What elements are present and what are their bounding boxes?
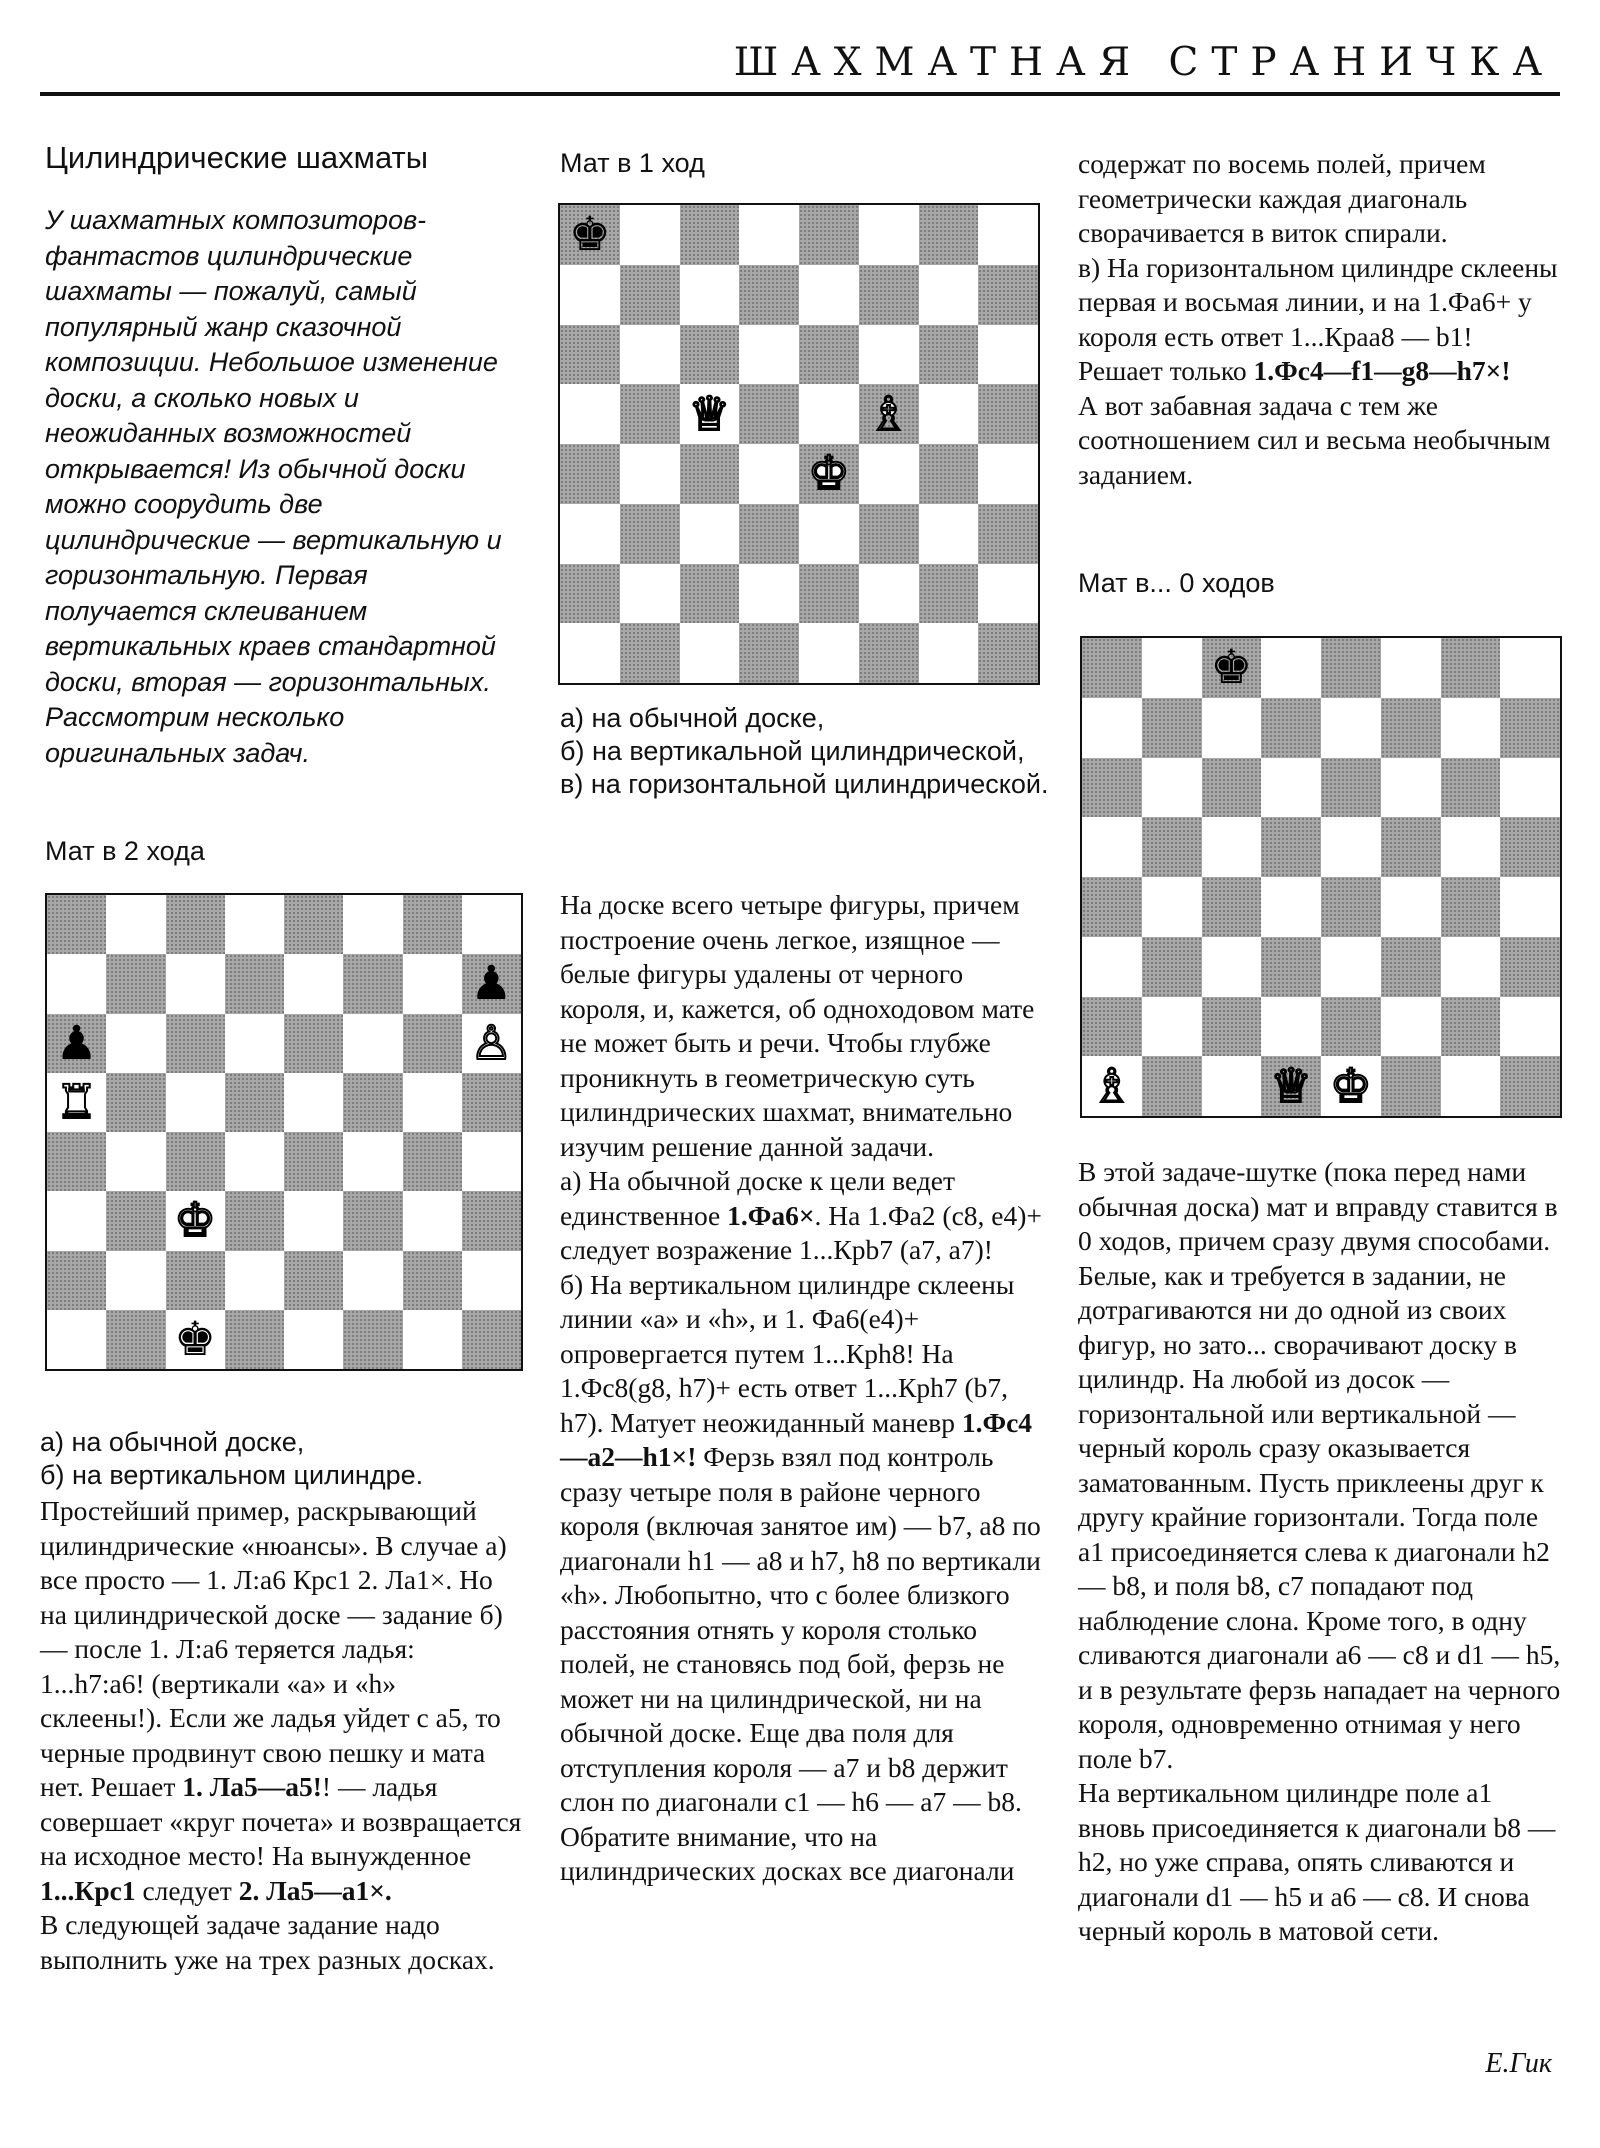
square-c2 bbox=[1202, 997, 1262, 1057]
square-a2 bbox=[47, 1251, 106, 1310]
square-b5 bbox=[1142, 817, 1202, 877]
problem1-next-text: В следующей задаче задание надо выполнить уже на трех разных досках. bbox=[40, 1909, 495, 1975]
square-a8 bbox=[1082, 638, 1142, 698]
square-h4 bbox=[978, 444, 1038, 504]
square-e4 bbox=[284, 1132, 343, 1191]
square-f1 bbox=[859, 623, 919, 683]
square-c1 bbox=[166, 1310, 225, 1369]
square-f5 bbox=[859, 384, 919, 444]
problem2-label: Мат в 1 ход bbox=[560, 148, 705, 178]
square-a5 bbox=[560, 384, 620, 444]
square-c5 bbox=[166, 1073, 225, 1132]
square-g2 bbox=[919, 564, 979, 624]
square-c3 bbox=[1202, 937, 1262, 997]
square-f1 bbox=[1381, 1056, 1441, 1116]
problem2-para-a bbox=[560, 1164, 1046, 1268]
square-c1 bbox=[1202, 1056, 1262, 1116]
problem2-para-5: содержат по восемь полей, причем геометрически каждая диагональ сворачивается в виток спирали. bbox=[1078, 148, 1486, 248]
square-e1 bbox=[1321, 1056, 1381, 1116]
square-f4 bbox=[1381, 877, 1441, 937]
black-king-icon: ♚ bbox=[1210, 640, 1253, 696]
section-header: ШАХМАТНАЯ СТРАНИЧКА bbox=[733, 40, 1555, 85]
square-c2 bbox=[166, 1251, 225, 1310]
square-b8 bbox=[106, 895, 165, 954]
square-d6 bbox=[1261, 758, 1321, 818]
square-f5 bbox=[1381, 817, 1441, 877]
square-e8 bbox=[1321, 638, 1381, 698]
square-h4 bbox=[1500, 877, 1560, 937]
square-h5 bbox=[978, 384, 1038, 444]
square-b7 bbox=[620, 265, 680, 325]
square-c7 bbox=[680, 265, 740, 325]
square-f8 bbox=[343, 895, 402, 954]
problem2-cond-c: в) на горизонтальной цилиндрической. bbox=[560, 769, 1049, 799]
solution-move: 1.Фа6× bbox=[727, 1199, 815, 1231]
square-g1 bbox=[919, 623, 979, 683]
solution-text: следует bbox=[135, 1874, 239, 1906]
square-h2 bbox=[1500, 997, 1560, 1057]
problem2-para-c bbox=[1078, 251, 1563, 389]
black-pawn-icon: ♟ bbox=[470, 956, 513, 1012]
square-c6 bbox=[680, 325, 740, 385]
square-c1 bbox=[680, 623, 740, 683]
square-f5 bbox=[343, 1073, 402, 1132]
problem1-board bbox=[45, 893, 523, 1371]
square-f2 bbox=[1381, 997, 1441, 1057]
square-h1 bbox=[1500, 1056, 1560, 1116]
square-h3 bbox=[978, 504, 1038, 564]
square-a7 bbox=[1082, 698, 1142, 758]
problem1-conditions bbox=[40, 1426, 520, 1492]
square-h6 bbox=[978, 325, 1038, 385]
solution-move: 1.Фс4—f1—g8—h7×! bbox=[1253, 355, 1511, 386]
problem2-para-note: Обратите внимание, что на цилиндрических досках все диагонали bbox=[560, 1820, 1015, 1886]
square-c6 bbox=[1202, 758, 1262, 818]
square-d6 bbox=[225, 1014, 284, 1073]
square-d7 bbox=[1261, 698, 1321, 758]
square-e5 bbox=[1321, 817, 1381, 877]
square-h4 bbox=[462, 1132, 521, 1191]
solution-move: 2. Ла5—а1×. bbox=[238, 1874, 392, 1906]
square-a3 bbox=[1082, 937, 1142, 997]
square-g6 bbox=[919, 325, 979, 385]
square-b2 bbox=[620, 564, 680, 624]
square-g7 bbox=[1441, 698, 1501, 758]
author-signature: Е.Гик bbox=[1485, 2048, 1552, 2079]
square-b1 bbox=[1142, 1056, 1202, 1116]
square-b4 bbox=[106, 1132, 165, 1191]
problem1-label: Мат в 2 хода bbox=[45, 836, 205, 866]
square-f3 bbox=[1381, 937, 1441, 997]
square-f4 bbox=[859, 444, 919, 504]
square-c5 bbox=[680, 384, 740, 444]
square-g5 bbox=[919, 384, 979, 444]
square-h8 bbox=[462, 895, 521, 954]
square-h2 bbox=[462, 1251, 521, 1310]
square-d2 bbox=[225, 1251, 284, 1310]
square-a8 bbox=[47, 895, 106, 954]
square-d5 bbox=[739, 384, 799, 444]
square-e2 bbox=[1321, 997, 1381, 1057]
square-g7 bbox=[403, 954, 462, 1013]
square-a3 bbox=[560, 504, 620, 564]
square-c4 bbox=[680, 444, 740, 504]
article-title: Цилиндрические шахматы bbox=[45, 140, 429, 175]
square-f6 bbox=[343, 1014, 402, 1073]
square-c4 bbox=[1202, 877, 1262, 937]
white-pawn-icon: ♙ bbox=[470, 1015, 513, 1071]
white-bishop-icon: ♗ bbox=[867, 386, 910, 442]
square-e5 bbox=[799, 384, 859, 444]
square-b4 bbox=[1142, 877, 1202, 937]
square-a4 bbox=[47, 1132, 106, 1191]
black-king-icon: ♚ bbox=[174, 1311, 217, 1367]
problem3-solution bbox=[1078, 1155, 1563, 1949]
square-a1 bbox=[47, 1310, 106, 1369]
square-c6 bbox=[166, 1014, 225, 1073]
square-h7 bbox=[1500, 698, 1560, 758]
problem2-para-7: А вот забавная задача с тем же соотношением сил и весьма необычным заданием. bbox=[1078, 389, 1551, 490]
square-b1 bbox=[106, 1310, 165, 1369]
square-c8 bbox=[680, 205, 740, 265]
square-d3 bbox=[225, 1191, 284, 1250]
square-a1 bbox=[1082, 1056, 1142, 1116]
square-e6 bbox=[284, 1014, 343, 1073]
square-h7 bbox=[462, 954, 521, 1013]
square-b8 bbox=[620, 205, 680, 265]
square-f4 bbox=[343, 1132, 402, 1191]
square-f7 bbox=[859, 265, 919, 325]
problem1-solution-para bbox=[40, 1494, 522, 1908]
square-e7 bbox=[284, 954, 343, 1013]
square-g4 bbox=[1441, 877, 1501, 937]
square-h1 bbox=[978, 623, 1038, 683]
square-a2 bbox=[560, 564, 620, 624]
square-d7 bbox=[739, 265, 799, 325]
square-e3 bbox=[284, 1191, 343, 1250]
square-g1 bbox=[403, 1310, 462, 1369]
square-f3 bbox=[343, 1191, 402, 1250]
square-g7 bbox=[919, 265, 979, 325]
problem3-para-2: На вертикальном цилиндре поле а1 вновь присоединяется к диагонали b8 — h2, но уже справа, опять сливаются и диагонали d1 — h5 и а6 — с8. И снова черный король в матовой сети. bbox=[1078, 1777, 1556, 1946]
square-b8 bbox=[1142, 638, 1202, 698]
square-a7 bbox=[47, 954, 106, 1013]
square-b5 bbox=[106, 1073, 165, 1132]
white-king-icon: ♚ bbox=[807, 446, 850, 502]
square-d7 bbox=[225, 954, 284, 1013]
solution-text: ! — ладья совершает «круг почета» и возвращается на исходное место! На вынужденное bbox=[40, 1771, 522, 1871]
square-a7 bbox=[560, 265, 620, 325]
square-b2 bbox=[1142, 997, 1202, 1057]
square-a5 bbox=[47, 1073, 106, 1132]
problem3-para-1: В этой задаче-шутке (пока перед нами обычная доска) мат и вправду ставится в 0 ходов, причем сразу двумя способами. Белые, как и требуется в задании, не дотрагиваются ни до одной из своих фигур, но зато... сворачивают доску в цилиндр. На любой из досок — горизонтальной или вертикальной — черный король сразу оказывается заматованным. Пусть приклеены друг к другу крайние горизонтали. Тогда поле а1 присоединяется слева к диагонали h2 — b8, и поля b8, с7 попадают под наблюдение слона. Кроме того, в одну сливаются диагонали а6 — с8 и d1 — h5, и в результате ферзь нападает на черного короля, одновременно отнимая у него поле b7. bbox=[1078, 1156, 1561, 1774]
problem2-para-b bbox=[560, 1268, 1046, 1820]
square-e5 bbox=[284, 1073, 343, 1132]
square-c3 bbox=[166, 1191, 225, 1250]
square-g4 bbox=[403, 1132, 462, 1191]
square-f7 bbox=[1381, 698, 1441, 758]
square-e2 bbox=[284, 1251, 343, 1310]
square-e6 bbox=[1321, 758, 1381, 818]
square-g2 bbox=[403, 1251, 462, 1310]
intro-text: У шахматных композиторов-фантастов цилиндрические шахматы — пожалуй, самый популярный жанр сказочной композиции. Небольшое изменение доски, а сколько новых и неожиданных возможностей открывается! Из обычной доски можно соорудить две цилиндрические — вертикальную и горизонтальную. Первая получается склеиванием вертикальных краев стандартной доски, вторая — горизонтальных. Рассмотрим несколько оригинальных задач. bbox=[45, 205, 502, 768]
square-b3 bbox=[620, 504, 680, 564]
square-e4 bbox=[799, 444, 859, 504]
square-e1 bbox=[799, 623, 859, 683]
square-f2 bbox=[859, 564, 919, 624]
square-b4 bbox=[620, 444, 680, 504]
square-h1 bbox=[462, 1310, 521, 1369]
square-a6 bbox=[47, 1014, 106, 1073]
solution-text: б) На вертикальном цилиндре склеены линии «а» и «h», и 1. Фа6(е4)+ опровергается путем 1...Крh8! На 1.Фс8(g8, h7)+ есть ответ 1...Крh7 (b7, h7). Матует неожиданный маневр bbox=[560, 1268, 1015, 1438]
square-e8 bbox=[799, 205, 859, 265]
problem2-para-1: На доске всего четыре фигуры, причем построение очень легкое, изящное — белые фигуры удалены от черного короля, и, кажется, об одноходовом мате не может быть и речи. Чтобы глубже проникнуть в геометрическую суть цилиндрических шахмат, внимательно изучим решение данной задачи. bbox=[560, 889, 1035, 1162]
square-a8 bbox=[560, 205, 620, 265]
white-rook-icon: ♜ bbox=[55, 1074, 98, 1130]
square-g8 bbox=[1441, 638, 1501, 698]
square-g8 bbox=[919, 205, 979, 265]
problem1-cond-b: б) на вертикальном цилиндре. bbox=[40, 1460, 424, 1490]
problem2-cond-b: б) на вертикальной цилиндрической, bbox=[560, 736, 1025, 766]
square-h5 bbox=[1500, 817, 1560, 877]
square-b7 bbox=[1142, 698, 1202, 758]
problem2-cond-a: а) на обычной доске, bbox=[560, 703, 825, 733]
square-e3 bbox=[1321, 937, 1381, 997]
square-d6 bbox=[739, 325, 799, 385]
solution-text: Простейший пример, раскрывающий цилиндрические «нюансы». В случае а) все просто — 1. Л:а6 Крс1 2. Ла1×. Но на цилиндрической доске — задание б) — после 1. Л:а6 теряется ладья: 1...h7:а6! (вертикали «а» и «h» склеены!). Если же ладья уйдет с а5, то черные продвинут свою пешку и мата нет. Решает bbox=[40, 1495, 507, 1802]
problem1-cond-a: а) на обычной доске, bbox=[40, 1427, 305, 1457]
square-d4 bbox=[739, 444, 799, 504]
square-e3 bbox=[799, 504, 859, 564]
problem2-conditions bbox=[560, 702, 1050, 801]
problem1-solution bbox=[40, 1494, 522, 1977]
square-g8 bbox=[403, 895, 462, 954]
square-c7 bbox=[166, 954, 225, 1013]
header-rule bbox=[40, 92, 1560, 96]
square-d3 bbox=[739, 504, 799, 564]
square-a2 bbox=[1082, 997, 1142, 1057]
square-a4 bbox=[1082, 877, 1142, 937]
square-c8 bbox=[1202, 638, 1262, 698]
square-d8 bbox=[739, 205, 799, 265]
square-f6 bbox=[1381, 758, 1441, 818]
square-c4 bbox=[166, 1132, 225, 1191]
square-g6 bbox=[1441, 758, 1501, 818]
article-intro bbox=[45, 203, 520, 771]
square-d3 bbox=[1261, 937, 1321, 997]
square-a6 bbox=[1082, 758, 1142, 818]
square-h5 bbox=[462, 1073, 521, 1132]
square-d1 bbox=[1261, 1056, 1321, 1116]
square-h6 bbox=[1500, 758, 1560, 818]
problem2-solution-cont bbox=[1078, 147, 1563, 492]
square-f1 bbox=[343, 1310, 402, 1369]
square-a6 bbox=[560, 325, 620, 385]
square-f2 bbox=[343, 1251, 402, 1310]
square-e1 bbox=[284, 1310, 343, 1369]
square-a1 bbox=[560, 623, 620, 683]
problem2-solution bbox=[560, 888, 1046, 1889]
square-f8 bbox=[859, 205, 919, 265]
white-bishop-icon: ♗ bbox=[1090, 1058, 1133, 1114]
white-king-icon: ♚ bbox=[1329, 1058, 1372, 1114]
square-a4 bbox=[560, 444, 620, 504]
solution-text: а) На обычной доске к цели ведет единственное bbox=[560, 1165, 956, 1231]
square-g3 bbox=[919, 504, 979, 564]
square-d1 bbox=[225, 1310, 284, 1369]
white-queen-icon: ♕ bbox=[1270, 1058, 1313, 1114]
square-b6 bbox=[1142, 758, 1202, 818]
solution-move: 1. Ла5—а5! bbox=[182, 1771, 322, 1802]
square-h6 bbox=[462, 1014, 521, 1073]
black-king-icon: ♚ bbox=[568, 207, 611, 263]
square-d2 bbox=[739, 564, 799, 624]
square-g5 bbox=[403, 1073, 462, 1132]
square-b3 bbox=[1142, 937, 1202, 997]
square-g3 bbox=[1441, 937, 1501, 997]
square-g6 bbox=[403, 1014, 462, 1073]
square-h3 bbox=[462, 1191, 521, 1250]
square-h3 bbox=[1500, 937, 1560, 997]
square-c5 bbox=[1202, 817, 1262, 877]
square-b7 bbox=[106, 954, 165, 1013]
square-b6 bbox=[106, 1014, 165, 1073]
white-queen-icon: ♕ bbox=[688, 386, 731, 442]
square-g1 bbox=[1441, 1056, 1501, 1116]
square-d4 bbox=[225, 1132, 284, 1191]
solution-move: 1.Фс4—а2—h1×! bbox=[560, 1406, 1033, 1472]
square-d1 bbox=[739, 623, 799, 683]
square-c7 bbox=[1202, 698, 1262, 758]
square-f3 bbox=[859, 504, 919, 564]
problem2-board bbox=[558, 203, 1040, 685]
white-king-icon: ♚ bbox=[174, 1193, 217, 1249]
square-c2 bbox=[680, 564, 740, 624]
square-g4 bbox=[919, 444, 979, 504]
square-b1 bbox=[620, 623, 680, 683]
square-e7 bbox=[799, 265, 859, 325]
square-c3 bbox=[680, 504, 740, 564]
square-f7 bbox=[343, 954, 402, 1013]
solution-move: 1...Крс1 bbox=[40, 1874, 136, 1906]
square-f6 bbox=[859, 325, 919, 385]
square-f8 bbox=[1381, 638, 1441, 698]
square-g2 bbox=[1441, 997, 1501, 1057]
square-b6 bbox=[620, 325, 680, 385]
solution-text: в) На горизонтальном цилиндре склеены первая и восьмая линии, и на 1.Фа6+ у короля есть ответ 1...Краа8 — b1! Решает только bbox=[1078, 251, 1558, 386]
problem3-board bbox=[1080, 636, 1562, 1118]
square-b3 bbox=[106, 1191, 165, 1250]
square-g3 bbox=[403, 1191, 462, 1250]
square-d5 bbox=[225, 1073, 284, 1132]
square-e6 bbox=[799, 325, 859, 385]
square-h8 bbox=[1500, 638, 1560, 698]
square-d8 bbox=[1261, 638, 1321, 698]
square-g5 bbox=[1441, 817, 1501, 877]
square-h2 bbox=[978, 564, 1038, 624]
square-b2 bbox=[106, 1251, 165, 1310]
square-c8 bbox=[166, 895, 225, 954]
square-d5 bbox=[1261, 817, 1321, 877]
square-a5 bbox=[1082, 817, 1142, 877]
square-b5 bbox=[620, 384, 680, 444]
square-e8 bbox=[284, 895, 343, 954]
black-pawn-icon: ♟ bbox=[55, 1015, 98, 1071]
square-d8 bbox=[225, 895, 284, 954]
square-a3 bbox=[47, 1191, 106, 1250]
square-h7 bbox=[978, 265, 1038, 325]
square-d2 bbox=[1261, 997, 1321, 1057]
solution-text: Ферзь взял под контроль сразу четыре поля в районе черного короля (включая занятое им) — b7, а8 по диагонали h1 — а8 и h7, h8 по вертикали «h». Любопытно, что с более близкого расстояния отнять у короля столько полей, не становясь под бой, ферзь не может ни на цилиндрической, ни на обычной доске. Еще два поля для отступления короля — а7 и b8 держит слон по диагонали с1 — h6 — а7 — b8. bbox=[560, 1441, 1041, 1817]
problem3-label: Мат в... 0 ходов bbox=[1078, 568, 1275, 598]
solution-text: . На 1.Фа2 (с8, е4)+ следует возражение 1...Крb7 (а7, а7)! bbox=[560, 1199, 1042, 1265]
square-e4 bbox=[1321, 877, 1381, 937]
square-e7 bbox=[1321, 698, 1381, 758]
square-h8 bbox=[978, 205, 1038, 265]
square-d4 bbox=[1261, 877, 1321, 937]
square-e2 bbox=[799, 564, 859, 624]
